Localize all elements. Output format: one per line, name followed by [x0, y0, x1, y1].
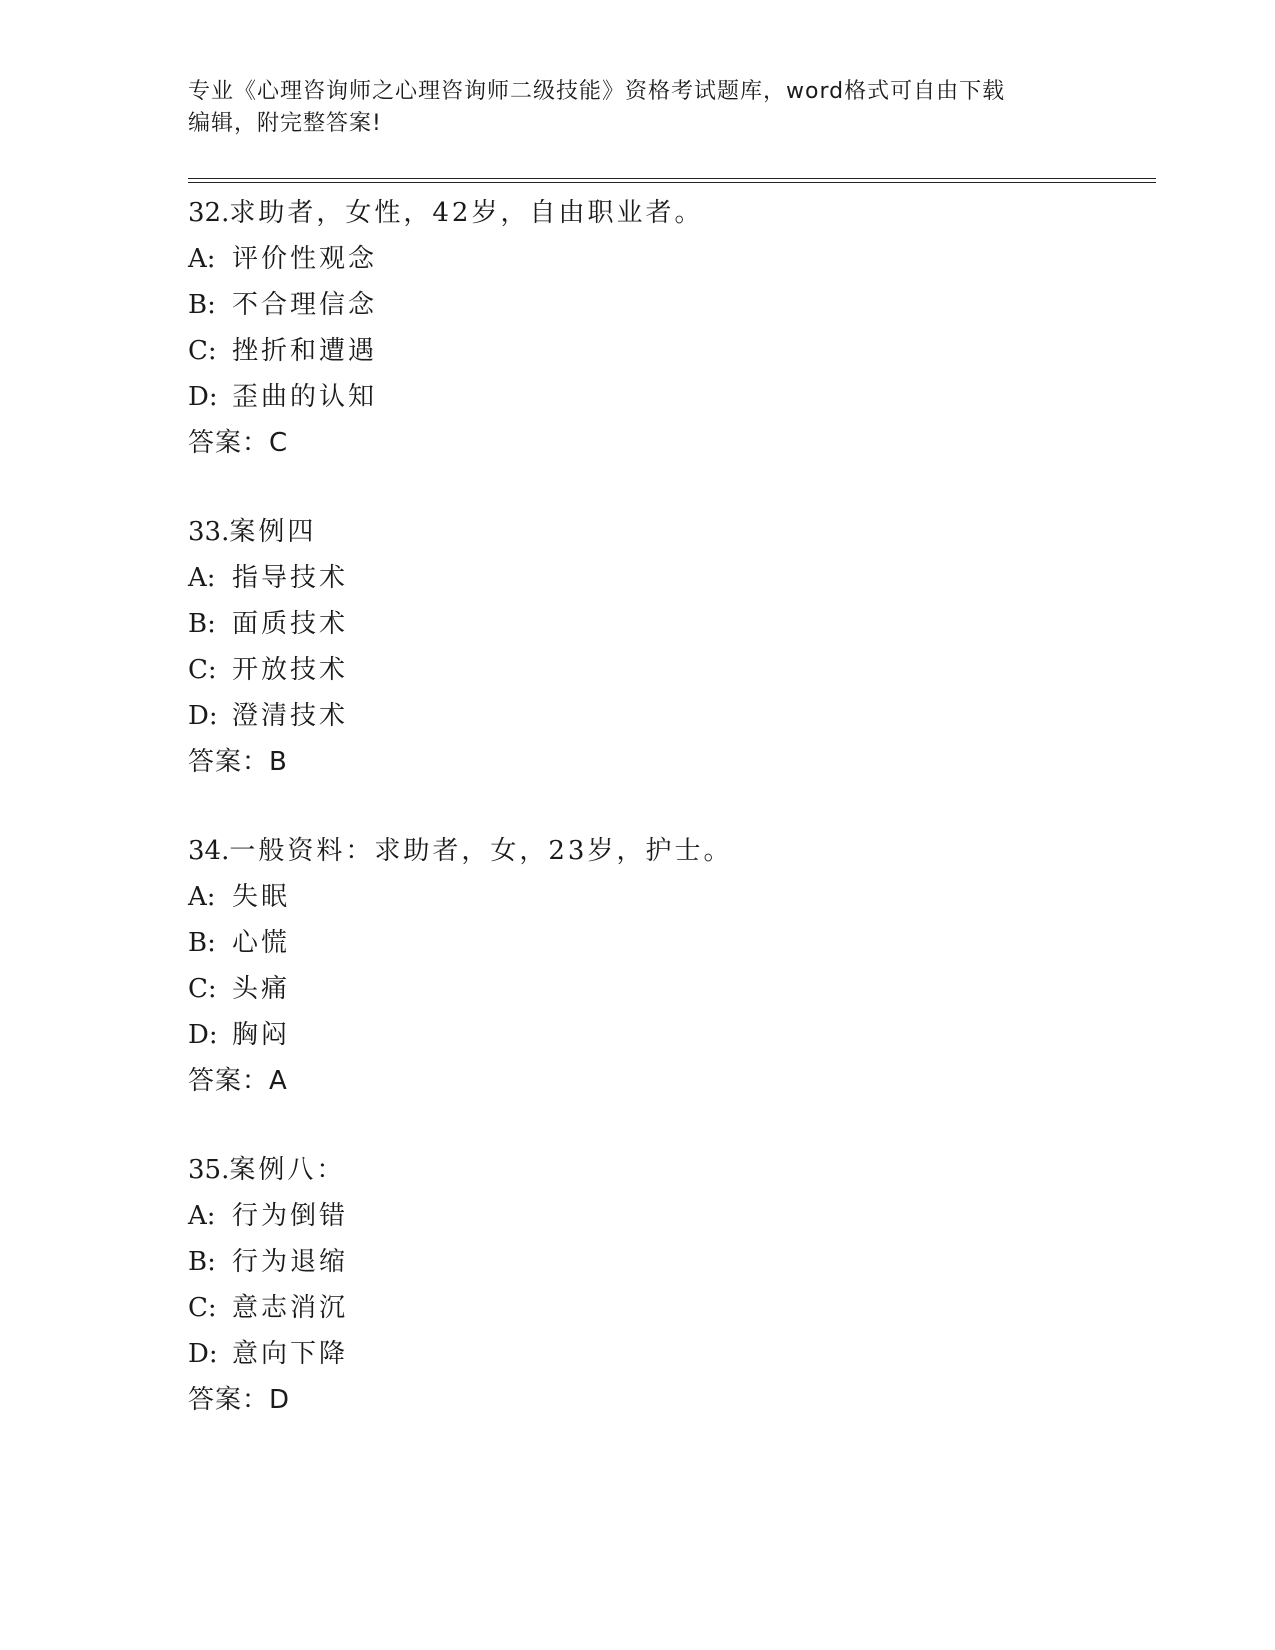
option-letter: B:	[188, 1247, 216, 1277]
question-text: 一般资料：求助者，女，23岁，护士。	[229, 836, 733, 866]
option-text: 行为倒错	[232, 1201, 349, 1231]
option-text: 意志消沉	[232, 1293, 349, 1323]
option-text: 失眠	[232, 882, 291, 912]
option-a	[188, 874, 1148, 920]
option-d	[188, 693, 1148, 739]
option-text: 开放技术	[232, 655, 349, 685]
document-header	[188, 76, 1068, 140]
header-line-1: 专业《心理咨询师之心理咨询师二级技能》资格考试题库，word格式可自由下载	[188, 79, 1006, 104]
option-letter: D:	[188, 1339, 218, 1369]
option-text: 意向下降	[232, 1339, 349, 1369]
question-stem	[188, 190, 1148, 236]
answer-line: 答案：B	[188, 747, 288, 777]
answer-line: 答案：D	[188, 1385, 291, 1415]
option-text: 评价性观念	[232, 244, 378, 274]
option-letter: A:	[188, 1201, 216, 1231]
option-letter: D:	[188, 1020, 218, 1050]
option-letter: B:	[188, 609, 216, 639]
option-text: 心慌	[232, 928, 291, 958]
option-letter: B:	[188, 290, 216, 320]
question-stem	[188, 1147, 1148, 1193]
option-text: 胸闷	[232, 1020, 291, 1050]
option-letter: A:	[188, 882, 216, 912]
option-c	[188, 966, 1148, 1012]
question-text: 案例四	[229, 517, 317, 547]
option-d	[188, 1331, 1148, 1377]
option-text: 面质技术	[232, 609, 349, 639]
option-a	[188, 236, 1148, 282]
option-text: 歪曲的认知	[232, 382, 378, 412]
option-letter: C:	[188, 336, 217, 366]
option-c	[188, 1285, 1148, 1331]
option-letter: D:	[188, 701, 218, 731]
question-item	[188, 828, 1148, 1104]
header-rule-bottom	[188, 182, 1156, 183]
option-a	[188, 555, 1148, 601]
option-c	[188, 647, 1148, 693]
answer-line: 答案：A	[188, 1066, 288, 1096]
option-b	[188, 601, 1148, 647]
option-letter: C:	[188, 974, 217, 1004]
option-text: 澄清技术	[232, 701, 349, 731]
header-rule-top	[188, 178, 1156, 179]
question-text: 案例八：	[229, 1155, 346, 1185]
option-c	[188, 328, 1148, 374]
option-d	[188, 1012, 1148, 1058]
option-text: 行为退缩	[232, 1247, 349, 1277]
option-letter: C:	[188, 1293, 217, 1323]
option-letter: D:	[188, 382, 218, 412]
question-text: 求助者，女性，42岁，自由职业者。	[229, 198, 704, 228]
answer-line: 答案：C	[188, 428, 289, 458]
option-b	[188, 282, 1148, 328]
question-number: 32.	[188, 198, 230, 228]
option-b	[188, 1239, 1148, 1285]
option-letter: A:	[188, 563, 216, 593]
question-number: 33.	[188, 517, 230, 547]
question-item	[188, 1147, 1148, 1423]
question-item	[188, 190, 1148, 466]
question-number: 34.	[188, 836, 230, 866]
question-stem	[188, 509, 1148, 555]
question-number: 35.	[188, 1155, 230, 1185]
option-text: 挫折和遭遇	[232, 336, 378, 366]
option-a	[188, 1193, 1148, 1239]
option-text: 指导技术	[232, 563, 349, 593]
header-line-2: 编辑，附完整答案!	[188, 111, 382, 136]
question-item	[188, 509, 1148, 785]
question-list	[188, 190, 1148, 1466]
option-text: 头痛	[232, 974, 291, 1004]
option-b	[188, 920, 1148, 966]
option-d	[188, 374, 1148, 420]
option-letter: B:	[188, 928, 216, 958]
option-text: 不合理信念	[232, 290, 378, 320]
option-letter: A:	[188, 244, 216, 274]
option-letter: C:	[188, 655, 217, 685]
question-stem	[188, 828, 1148, 874]
